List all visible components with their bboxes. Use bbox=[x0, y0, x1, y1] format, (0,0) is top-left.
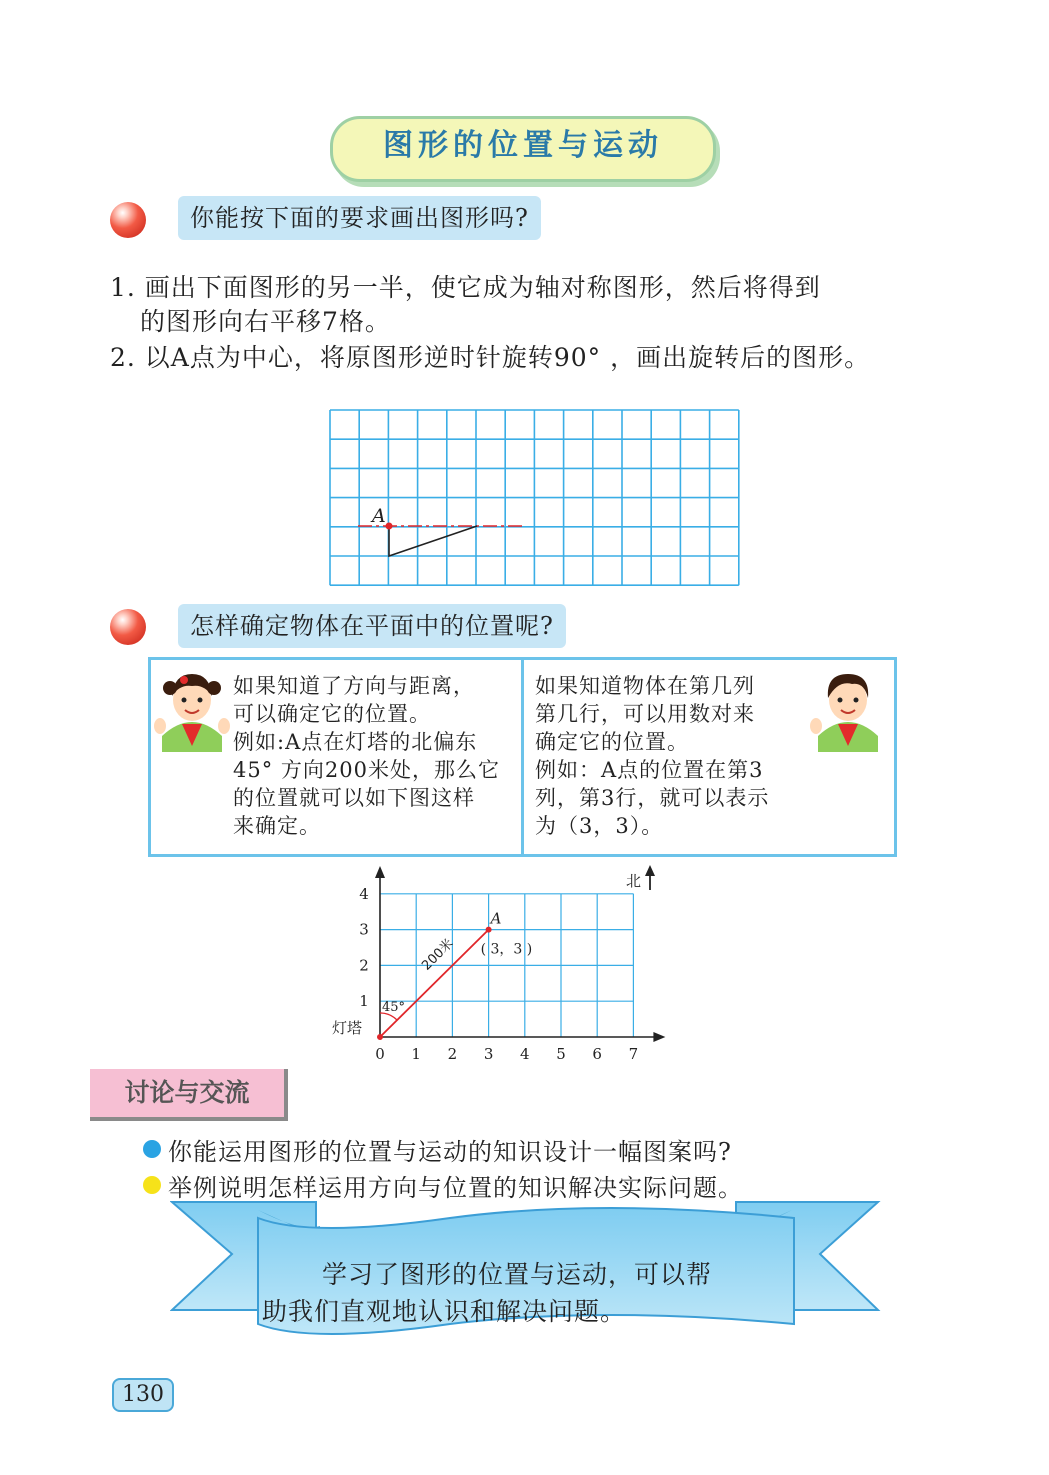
x-tick-label: 6 bbox=[592, 1045, 602, 1063]
left-box-line: 45° 方向200米处，那么它 bbox=[233, 758, 500, 782]
x-tick-label: 1 bbox=[411, 1045, 421, 1063]
y-tick-label: 2 bbox=[359, 956, 369, 975]
left-box-line: 的位置就可以如下图这样 bbox=[233, 786, 475, 810]
y-tick-label: 1 bbox=[359, 992, 369, 1011]
banner-line-1: 学习了图形的位置与运动，可以帮 bbox=[322, 1260, 713, 1289]
girl-character-icon bbox=[154, 666, 230, 752]
right-box-line: 列，第3行，就可以表示 bbox=[535, 786, 770, 810]
right-box-line: 为（3，3）。 bbox=[535, 814, 664, 838]
discuss-badge-label: 讨论与交流 bbox=[124, 1078, 250, 1107]
x-tick-label: 0 bbox=[375, 1045, 385, 1063]
point-a-coordinate: ( 3，3 ) bbox=[480, 941, 533, 958]
coordinate-chart bbox=[320, 860, 670, 1070]
angle-label: 45° bbox=[382, 1000, 406, 1015]
item-2: 2. 以A点为中心，将原图形逆时针旋转90° ，画出旋转后的图形。 bbox=[110, 343, 871, 372]
right-box-text bbox=[535, 672, 769, 840]
right-box-line: 例如：A点的位置在第3 bbox=[535, 758, 764, 782]
discuss-bullet-1: 你能运用图形的位置与运动的知识设计一幅图案吗? bbox=[168, 1138, 732, 1166]
x-tick-label: 4 bbox=[520, 1045, 530, 1063]
x-tick-label: 2 bbox=[447, 1045, 458, 1063]
discuss-bullet-2: 举例说明怎样运用方向与位置的知识解决实际问题。 bbox=[168, 1174, 743, 1202]
boy-character-icon bbox=[808, 666, 886, 752]
left-box-line: 来确定。 bbox=[233, 814, 321, 838]
right-box-line: 第几行，可以用数对来 bbox=[535, 702, 755, 726]
point-a-marker bbox=[386, 523, 393, 530]
red-ball-icon bbox=[110, 609, 146, 645]
page-number: 130 bbox=[122, 1382, 164, 1407]
left-box-text bbox=[233, 672, 500, 840]
point-a-label: A bbox=[490, 909, 502, 928]
north-label: 北 bbox=[626, 872, 642, 890]
lighthouse-point bbox=[377, 1034, 383, 1040]
banner-line-2: 助我们直观地认识和解决问题。 bbox=[262, 1297, 627, 1326]
x-tick-label: 3 bbox=[483, 1045, 494, 1063]
question-2: 怎样确定物体在平面中的位置呢? bbox=[178, 604, 566, 648]
north-arrow-head bbox=[645, 865, 655, 876]
y-tick-label: 4 bbox=[359, 884, 369, 903]
question-1: 你能按下面的要求画出图形吗? bbox=[178, 196, 541, 240]
distance-label: 200米 bbox=[419, 936, 457, 974]
direction-line bbox=[380, 930, 489, 1037]
x-tick-label: 7 bbox=[628, 1045, 639, 1063]
item-1-line-1: 1. 画出下面图形的另一半，使它成为轴对称图形，然后将得到 bbox=[110, 273, 821, 302]
page-title: 图形的位置与运动 bbox=[383, 128, 663, 163]
right-box-line: 如果知道物体在第几列 bbox=[535, 674, 755, 698]
chart-series bbox=[377, 927, 492, 1040]
origin-label: 灯塔 bbox=[332, 1019, 363, 1037]
point-a-label: A bbox=[372, 505, 386, 527]
item-1-line-2: 的图形向右平移7格。 bbox=[140, 307, 391, 336]
right-box-line: 确定它的位置。 bbox=[535, 730, 689, 754]
red-ball-icon bbox=[110, 202, 146, 238]
drawing-grid bbox=[328, 408, 742, 590]
left-box-line: 如果知道了方向与距离， bbox=[233, 674, 475, 698]
y-axis-arrow bbox=[375, 866, 385, 878]
y-tick-label: 3 bbox=[359, 920, 369, 939]
left-box-line: 可以确定它的位置。 bbox=[233, 702, 431, 726]
yellow-bullet-icon bbox=[143, 1176, 161, 1194]
half-triangle-shape bbox=[389, 526, 477, 556]
x-axis-arrow bbox=[653, 1032, 665, 1042]
left-box-line: 例如:A点在灯塔的北偏东 bbox=[233, 730, 478, 754]
blue-bullet-icon bbox=[143, 1140, 161, 1158]
chart-grid bbox=[380, 894, 633, 1037]
x-tick-label: 5 bbox=[556, 1045, 566, 1063]
